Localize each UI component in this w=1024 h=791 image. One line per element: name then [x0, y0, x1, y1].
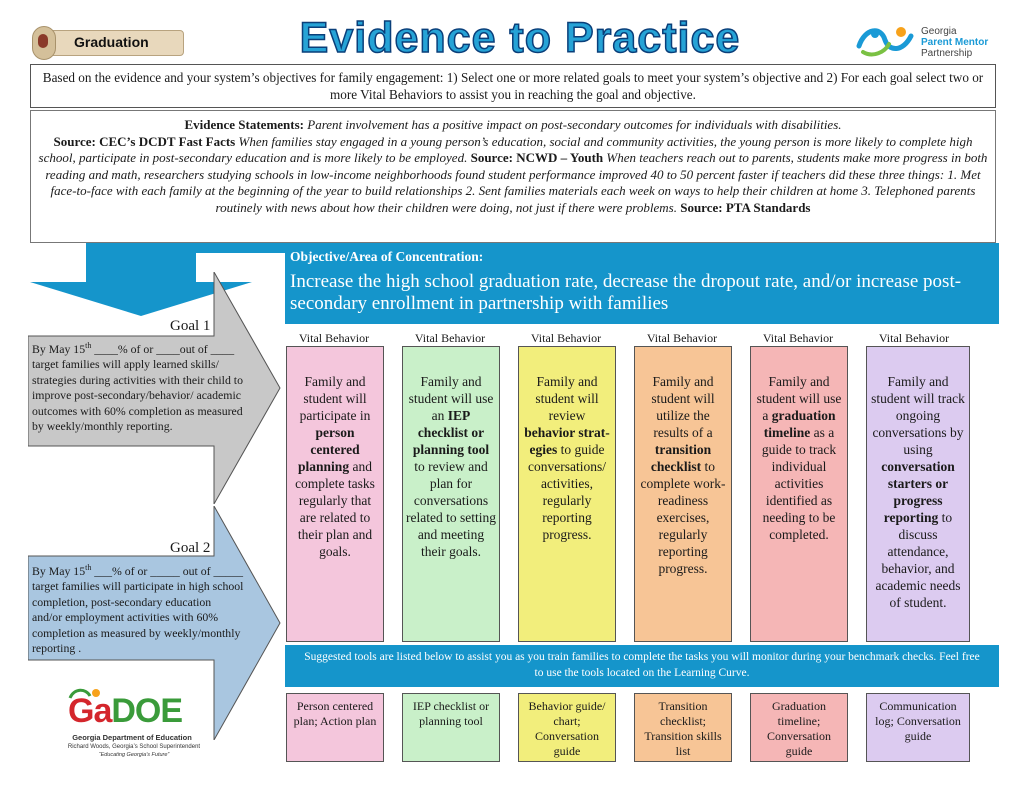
objective-banner	[285, 243, 999, 324]
vital-behavior-card-4: Family and student will utilize the results of a transition checklist to complete work-readiness exercises, regularly reporting progress.	[634, 346, 732, 642]
gadoe-wordmark: GaDOE	[68, 692, 183, 730]
evidence-source-1: Source: CEC’s DCDT Fast Facts	[53, 133, 236, 149]
evidence-heading: Evidence Statements:	[184, 117, 304, 132]
evidence-source-2: Source: NCWD – Youth	[470, 150, 604, 166]
vital-behavior-label: Vital Behavior	[298, 331, 370, 345]
scroll-ribbon-icon	[38, 34, 48, 48]
tool-card-2: IEP checklist or planning tool	[402, 693, 500, 762]
tool-card-3: Behavior guide/ chart; Conversation guide	[518, 693, 616, 762]
gadoe-superintendent: Richard Woods, Georgia’s School Superintendent	[67, 744, 201, 750]
vital-behavior-label: Vital Behavior	[646, 331, 718, 345]
vital-behavior-card-6: Family and student will track ongoing conversations by using conversation starters or progress reporting to discuss attendance, behavior, and academic needs of student.	[866, 346, 970, 642]
vital-behavior-card-3: Family and student will review behavior strat-egies to guide conversations/ activities, regularly reporting progress.	[518, 346, 616, 642]
vital-behavior-card-5: Family and student will use a graduation timeline as a guide to track individual activities identified as needing to be completed.	[750, 346, 848, 642]
partner-logo-text: Georgia Parent Mentor Partnership	[921, 26, 989, 59]
vital-behavior-card-2: Family and student will use an IEP checklist or planning tool to review and plan for conversations related to setting and meeting their goals.	[402, 346, 500, 642]
objective-label: Objective/Area of Concentration:	[290, 249, 484, 264]
evidence-statement-2: When families stay engaged in a young person’s education, social and community activities, the young person is more likely to complete high school, participate in post-secondary education and is more likely to be employed.	[38, 133, 973, 166]
vital-behavior-label: Vital Behavior	[762, 331, 834, 345]
evidence-statement-1: Parent involvement has a positive impact on post-secondary outcomes for individuals with disabilities.	[307, 117, 842, 132]
graduation-scroll-badge	[30, 20, 190, 64]
evidence-statement-3: When teachers reach out to parents, students make more progress in both reading and math, researchers studying schools in low-income neighborhoods found student performance improved 40 to 50 percent faster if teachers did these three things: 1. Met face-to-face with each family at the beginning of the year to build relationships 2. Sent families materials each week on ways to help their children at home 3. Telephoned parents routinely with news about how their children were doing, not just if there were problems.	[45, 150, 988, 215]
suggested-tools-banner: Suggested tools are listed below to assist you as you train families to complete the tasks you will monitor during your benchmark checks. Feel free to use the tools located on the Learning Curve.	[285, 645, 999, 687]
goal-2-title: Goal 2	[170, 540, 211, 556]
georgia-parent-mentor-logo	[855, 20, 1005, 62]
gadoe-org-name: Georgia Department of Education	[72, 733, 192, 742]
vital-behavior-label: Vital Behavior	[414, 331, 486, 345]
tool-card-4: Transition checklist; Transition skills list	[634, 693, 732, 762]
goal-1-title: Goal 1	[170, 318, 211, 334]
goal-1-text: By May 15th ____% of or ____out of ____ target families will apply learned skills/ strategies during activities with their child to improve post-secondary/behavior/ academic outcomes with 60% completion as measured by weekly/monthly reporting.	[32, 341, 243, 434]
evidence-source-3: Source: PTA Standards	[680, 199, 811, 215]
objective-text: Increase the high school graduation rate, decrease the dropout rate, and/or increase post-secondary enrollment in partnership with families	[290, 271, 962, 314]
graduation-label: Graduation	[74, 34, 149, 50]
vital-behavior-label: Vital Behavior	[530, 331, 602, 345]
objective-arrow-bridge	[196, 243, 286, 253]
tool-card-6: Communication log; Conversation guide	[866, 693, 970, 762]
vital-behavior-label: Vital Behavior	[878, 331, 950, 345]
goal-1-arrow	[28, 272, 282, 504]
instructions-box: Based on the evidence and your system’s objectives for family engagement: 1) Select one or more related goals to meet your system’s objective and 2) For each goal select two or more Vital Behaviors to assist you in reaching the goal and objective.	[30, 64, 996, 108]
gadoe-logo	[30, 686, 210, 762]
tool-card-1: Person centered plan; Action plan	[286, 693, 384, 762]
goal-2-text: By May 15th ___% of or _____ out of _____ target families will participate in high school completion, post-secondary education and/or employment activities with 60% completion as measured by weekly/monthly reporting .	[32, 563, 244, 656]
gadoe-motto: “Educating Georgia’s Future”	[98, 752, 170, 758]
page-title: Evidence to Practice	[299, 14, 741, 62]
evidence-statements-box	[30, 110, 996, 243]
vital-behavior-card-1: Family and student will participate in person centered planning and complete tasks regularly that are related to their plan and goals.	[286, 346, 384, 642]
tool-card-5: Graduation timeline; Conversation guide	[750, 693, 848, 762]
partnership-swirl-icon	[855, 22, 915, 60]
